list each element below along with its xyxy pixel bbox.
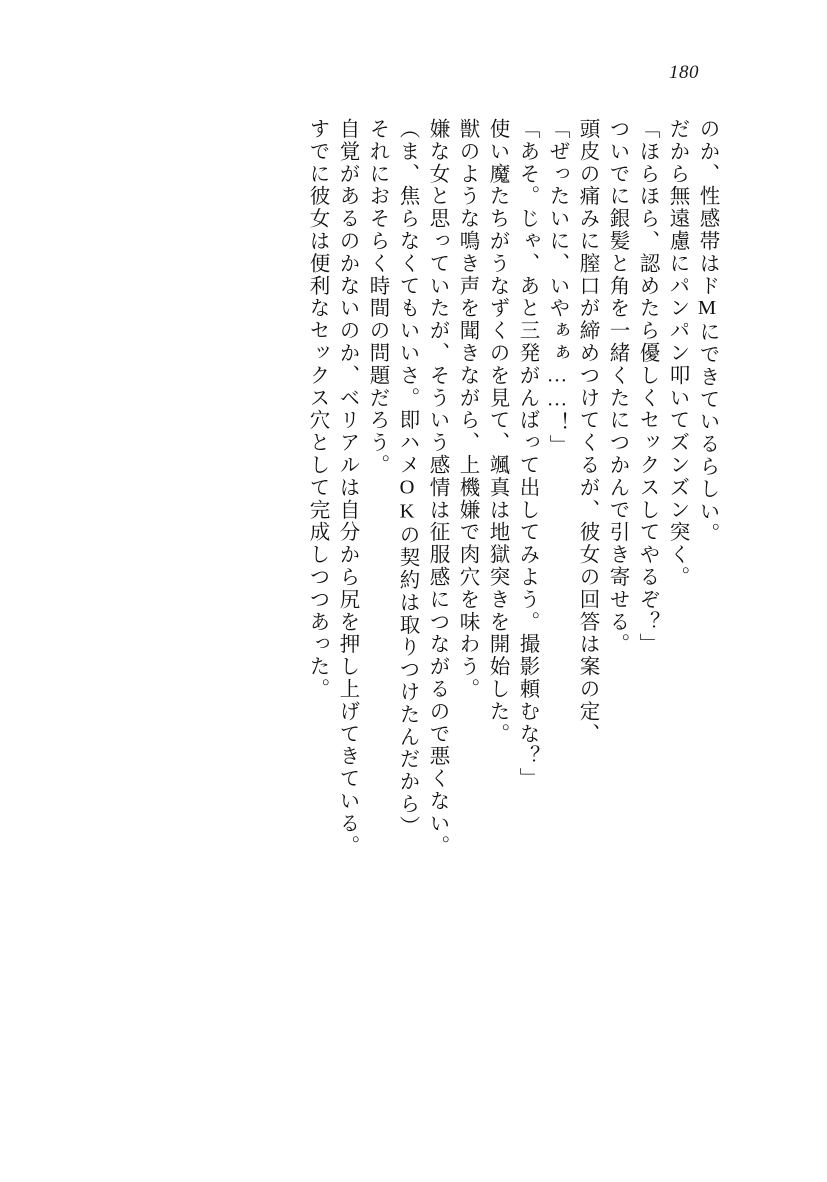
text-column: 自覚があるのかないのか、ベリアルは自分から尻を押し上げてきている。 (336, 118, 358, 858)
text-column: それにおそらく時間の問題だろう。 (366, 118, 388, 477)
text-column: 「ぜったいに、いやぁぁ……！」 (546, 118, 568, 457)
text-column: だから無遠慮にパンパン叩いてズンズン突く。 (666, 118, 688, 589)
text-column: 使い魔たちがうなずくのを見て、颯真は地獄突きを開始した。 (486, 118, 508, 746)
vertical-text-body (97, 118, 717, 958)
text-column: 「あそ。じゃ、あと三発がんばって出してみよう。撮影頼むな？」 (516, 118, 538, 790)
text-column: 嫌な女と思っていたが、そういう感情は征服感につながるので悪くない。 (426, 118, 448, 858)
text-column: ついでに銀髪と角を一緒くたにつかんで引き寄せる。 (606, 118, 628, 656)
page-number: 180 (669, 62, 699, 83)
text-column: すでに彼女は便利なセックス穴として完成しつつあった。 (306, 118, 328, 701)
text-column: 獣のような鳴き声を聞きながら、上機嫌で肉穴を味わう。 (456, 118, 478, 701)
text-column: （ま、焦らなくてもいいさ。即ハメOKの契約は取りつけたんだから） (396, 118, 418, 838)
text-column: のか、性感帯はドMにできているらしい。 (696, 118, 718, 546)
text-column: 頭皮の痛みに膣口が締めつけてくるが、彼女の回答は案の定、 (576, 118, 598, 746)
text-column: 「ほらほら、認めたら優しくセックスしてやるぞ？」 (636, 118, 658, 656)
